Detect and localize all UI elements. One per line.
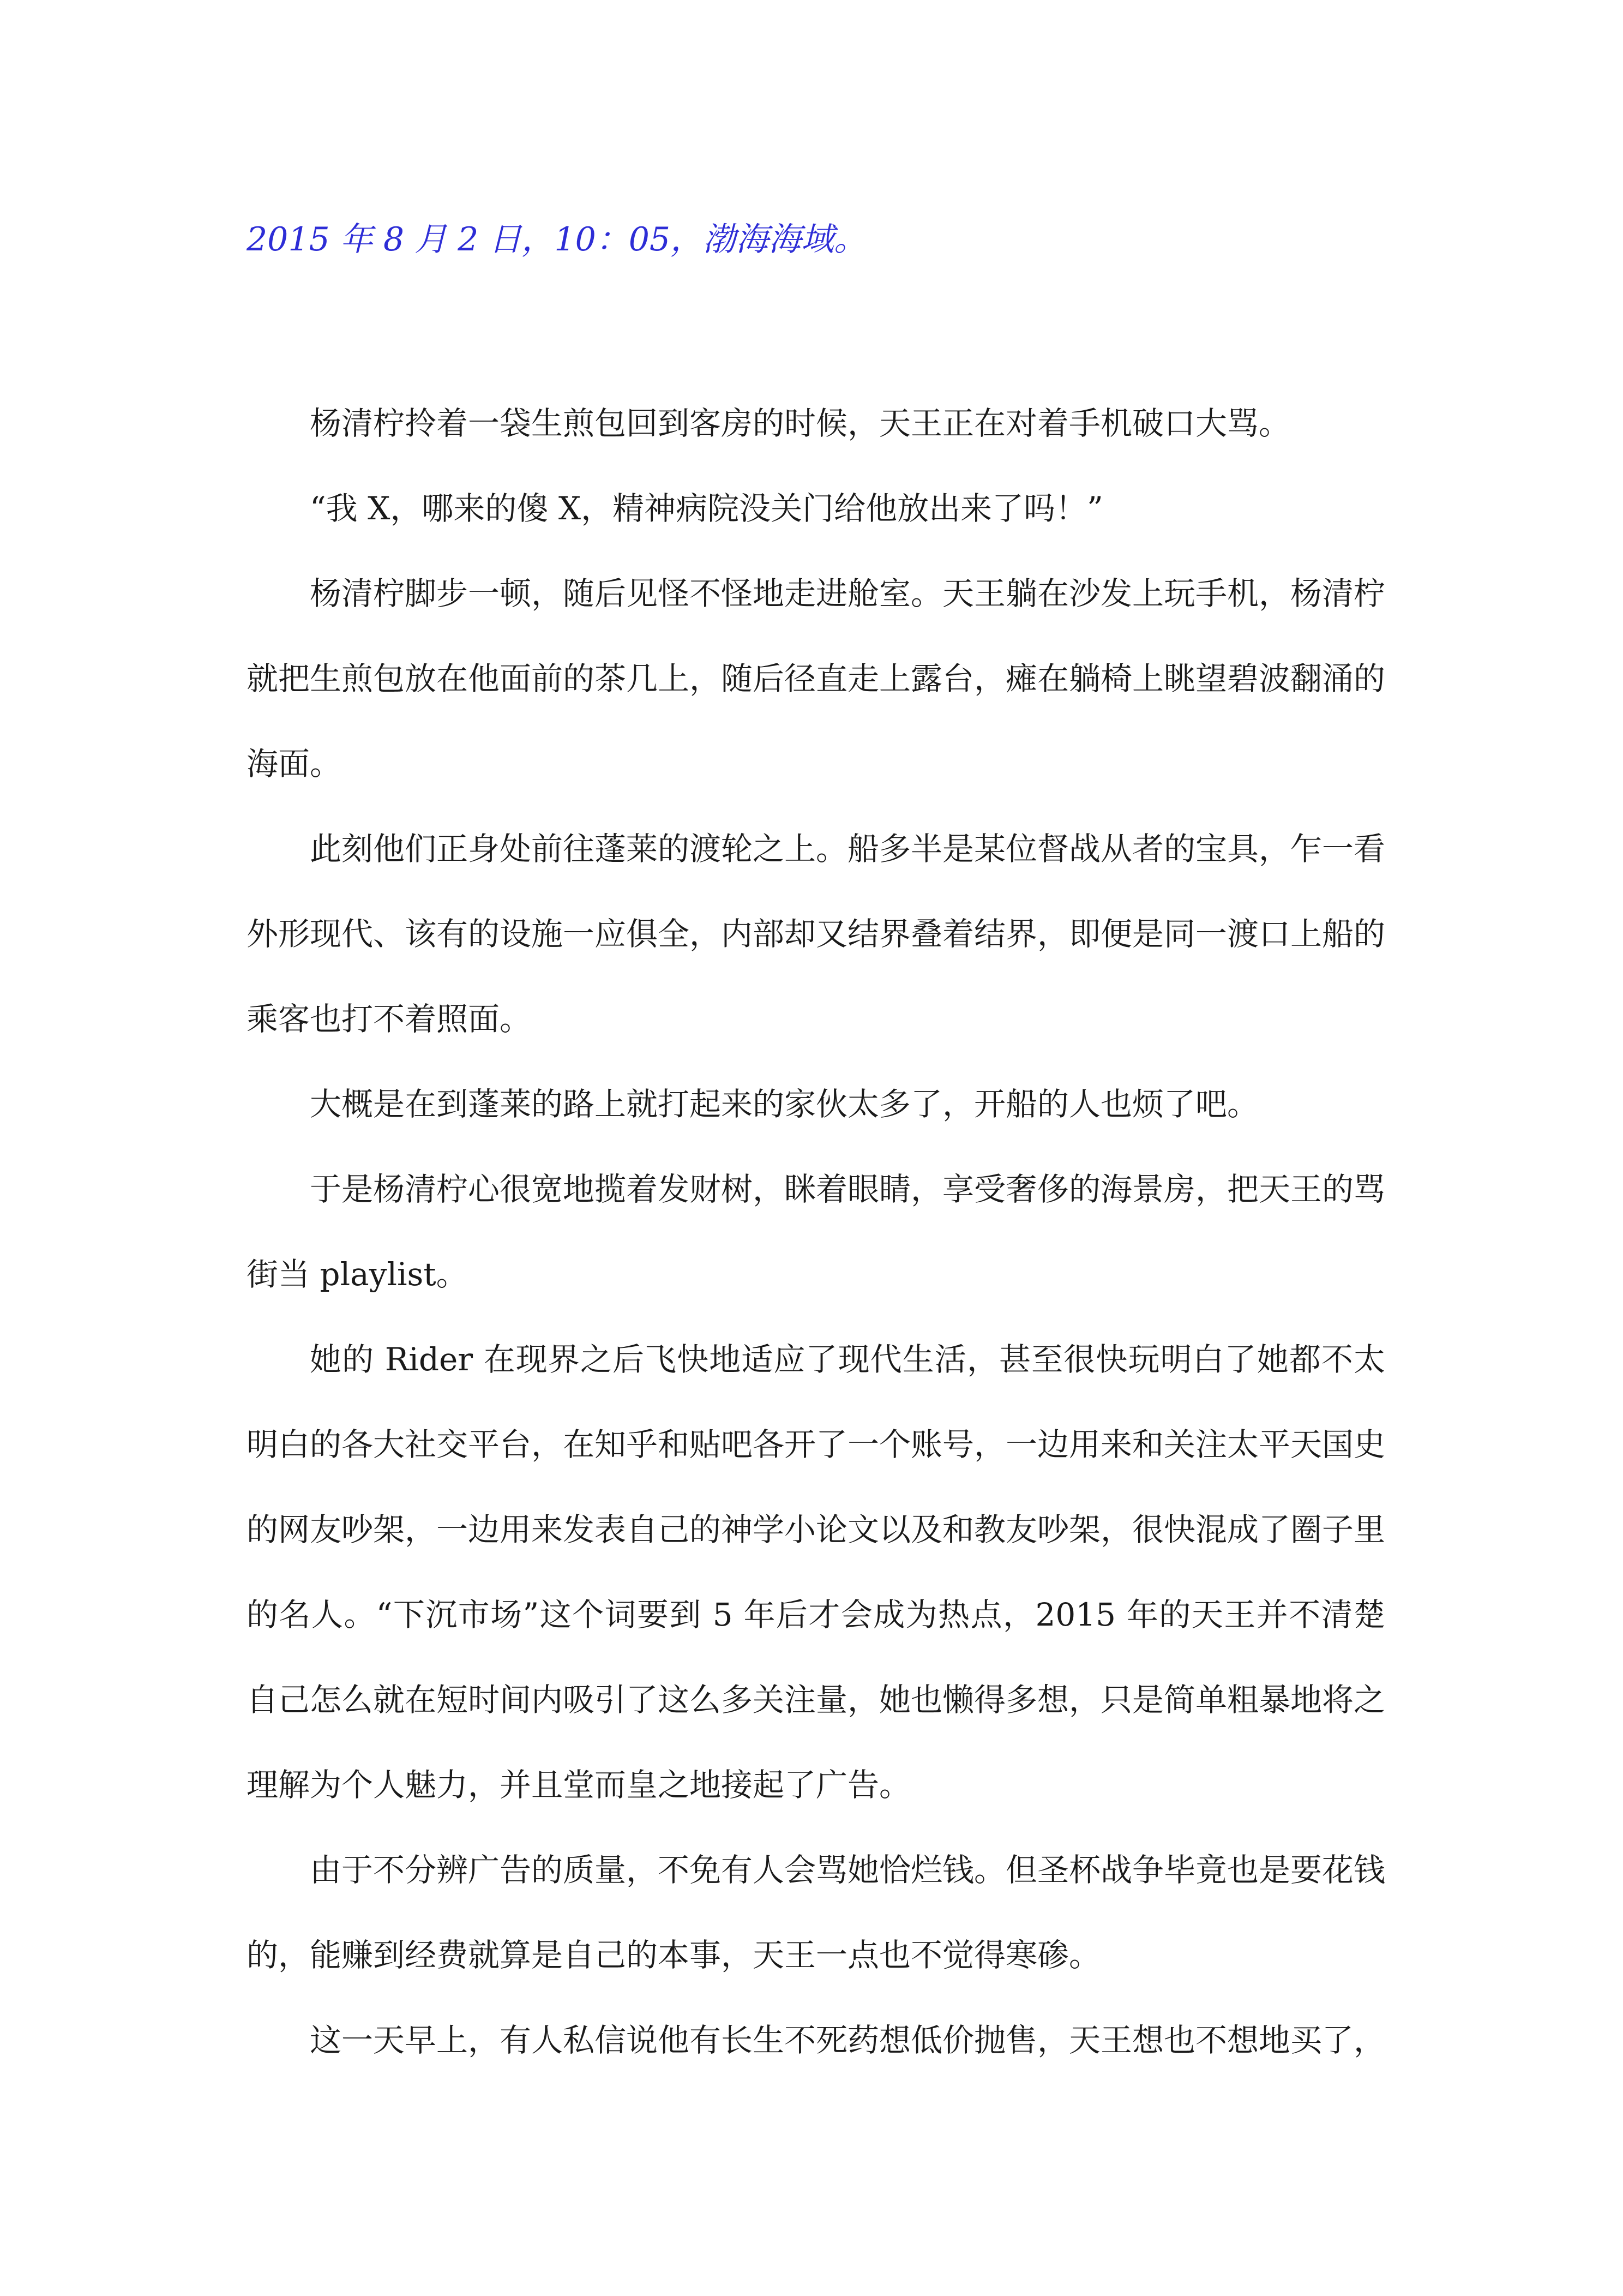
body-text — [247, 381, 1385, 2083]
paragraph-3: 杨清柠脚步一顿，随后见怪不怪地走进舱室。天王躺在沙发上玩手机，杨清柠就把生煎包放在他面前的茶几上，随后径直走上露台，瘫在躺椅上眺望碧波翻涌的海面。 — [247, 575, 1386, 782]
paragraph-4: 此刻他们正身处前往蓬莱的渡轮之上。船多半是某位督战从者的宝具，乍一看外形现代、该有的设施一应俱全，内部却又结界叠着结界，即便是同一渡口上船的乘客也打不着照面。 — [247, 830, 1386, 1038]
paragraph-6: 于是杨清柠心很宽地揽着发财树，眯着眼睛，享受奢侈的海景房，把天王的骂街当 playlist。 — [247, 1171, 1386, 1293]
paragraph-9: 这一天早上，有人私信说他有长生不死药想低价抛售，天王想也不想地买了， — [310, 2022, 1386, 2059]
paragraph-2: “我 X，哪来的傻 X，精神病院没关门给他放出来了吗！” — [310, 490, 1103, 527]
dateline-heading: 2015 年 8 月 2 日，10：05，渤海海域。 — [247, 220, 867, 259]
paragraph-5: 大概是在到蓬莱的路上就打起来的家伙太多了，开船的人也烦了吧。 — [310, 1086, 1259, 1123]
paragraph-7: 她的 Rider 在现界之后飞快地适应了现代生活，甚至很快玩明白了她都不太明白的各大社交平台，在知乎和贴吧各开了一个账号，一边用来和关注太平天国史的网友吵架，一边用来发表自己的神学小论文以及和教友吵架，很快混成了圈子里的名人。“下沉市场”这个词要到 5 年后才会成为热点，2015 年的天王并不清楚自己怎么就在短时间内吸引了这么多关注量，她也懒得多想，只是简单粗暴地将之理解为个人魅力，并且堂而皇之地接起了广告。 — [247, 1341, 1386, 1803]
paragraph-8: 由于不分辨广告的质量，不免有人会骂她恰烂钱。但圣杯战争毕竟也是要花钱的，能赚到经费就算是自己的本事，天王一点也不觉得寒碜。 — [247, 1851, 1386, 1974]
paragraph-1: 杨清柠拎着一袋生煎包回到客房的时候，天王正在对着手机破口大骂。 — [310, 405, 1291, 442]
